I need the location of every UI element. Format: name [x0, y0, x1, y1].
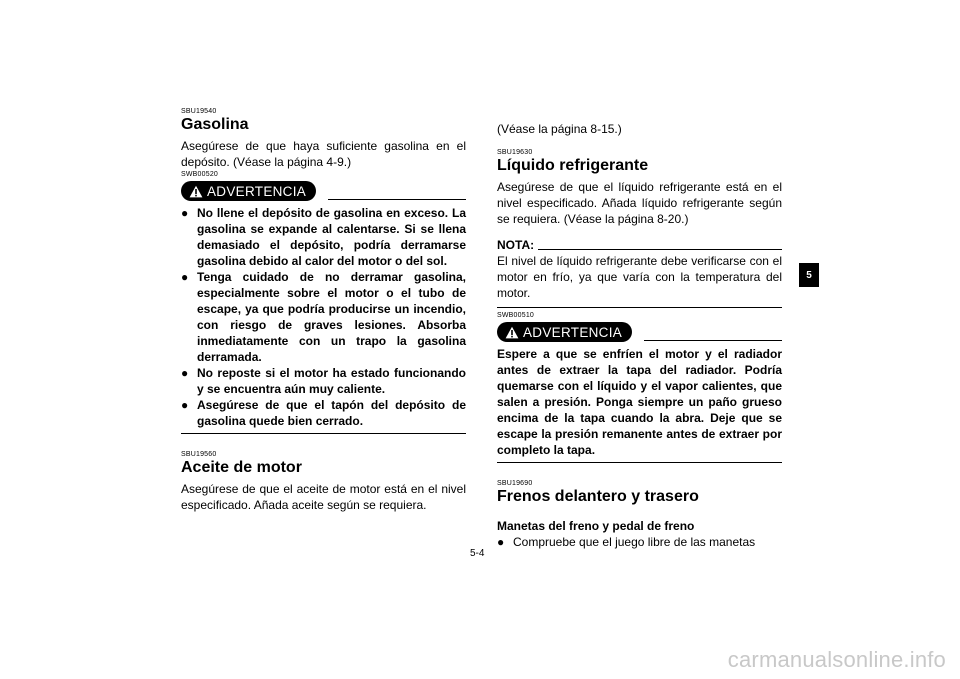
- section-code: SBU19630: [497, 149, 533, 156]
- section-title-aceite: Aceite de motor: [181, 459, 302, 476]
- list-item: ● No llene el depósito de gasolina en exceso. La gasolina se expande al calentarse. Si se llena demasiado el depósito, podría derramarse gasolina debido al calor del motor o del sol.: [181, 206, 466, 268]
- warning-code: SWB00520: [181, 171, 219, 178]
- list-item: ● No reposte si el motor ha estado funcionando y se encuentra aún muy caliente.: [181, 366, 466, 396]
- section-title-liquido: Líquido refrigerante: [497, 157, 649, 174]
- chapter-tab: 5: [799, 263, 819, 287]
- warning-badge: [181, 181, 316, 201]
- note-body: El nivel de líquido refrigerante debe verificarse con el motor en frío, ya que varía con la temperatura del motor.: [497, 254, 782, 300]
- note-end-rule: [497, 307, 782, 308]
- brake-list: [497, 534, 782, 550]
- watermark: carmanualsonline.info: [727, 647, 946, 672]
- list-item: ● Tenga cuidado de no derramar gasolina, especialmente sobre el motor o el tubo de escape, ya que podría producirse un incendio, con riesgo de graves lesiones. Absorba inmediatamente con un trapo la gasolina derramada.: [181, 270, 466, 364]
- section-body: Asegúrese de que haya suficiente gasolina en el depósito. (Véase la página 4-9.): [181, 139, 466, 169]
- bullet-icon: ●: [181, 206, 189, 220]
- list-item: ● Compruebe que el juego libre de las manetas: [497, 535, 756, 549]
- section-code: SBU19560: [181, 451, 217, 458]
- warning-code: SWB00510: [497, 312, 535, 319]
- warning-rule: [328, 199, 466, 200]
- section-title-frenos: Frenos delantero y trasero: [497, 488, 699, 505]
- list-item: ● Asegúrese de que el tapón del depósito de gasolina quede bien cerrado.: [181, 398, 466, 428]
- warning-header: [497, 322, 782, 342]
- bullet-icon: ●: [497, 535, 505, 549]
- warning-header: [181, 181, 466, 201]
- note-header: [497, 237, 782, 253]
- warning-label: ADVERTENCIA: [523, 324, 623, 340]
- warning-body: Espere a que se enfríen el motor y el radiador antes de extraer la tapa del radiador. Podría quemarse con el líquido y el vapor calientes, que salen a presión. Ponga siempre un paño grueso encima de la tapa cuando la abra. Deje que se escape la presión remanente antes de extraer por completo la tapa.: [497, 347, 782, 457]
- bullet-icon: ●: [181, 366, 189, 380]
- subsection-title: Manetas del freno y pedal de freno: [497, 519, 695, 533]
- section-title-gasolina: Gasolina: [181, 116, 249, 133]
- note-rule: [538, 249, 782, 250]
- page-number: 5-4: [470, 548, 485, 559]
- continued-text: (Véase la página 8-15.): [497, 122, 622, 136]
- left-column: [181, 108, 466, 513]
- bullet-icon: ●: [181, 270, 189, 284]
- section-body: Asegúrese de que el aceite de motor está en el nivel especificado. Añada aceite según se requiera.: [181, 482, 466, 512]
- note-label: NOTA:: [497, 238, 535, 252]
- warning-triangle-icon: [505, 326, 519, 339]
- section-code: SBU19690: [497, 480, 533, 487]
- section-body: Asegúrese de que el líquido refrigerante está en el nivel especificado. Añada líquido refrigerante según se requiera. (Véase la página 8-20.): [497, 180, 782, 226]
- warning-end-rule: [181, 433, 466, 434]
- warning-rule: [644, 340, 782, 341]
- warning-badge: [497, 322, 632, 342]
- warning-triangle-icon: [189, 185, 203, 198]
- right-column: [497, 108, 782, 550]
- warning-end-rule: [497, 462, 782, 463]
- bullet-icon: ●: [181, 398, 189, 412]
- warning-label: ADVERTENCIA: [207, 183, 307, 199]
- section-code: SBU19540: [181, 108, 217, 115]
- warning-list: [181, 205, 466, 429]
